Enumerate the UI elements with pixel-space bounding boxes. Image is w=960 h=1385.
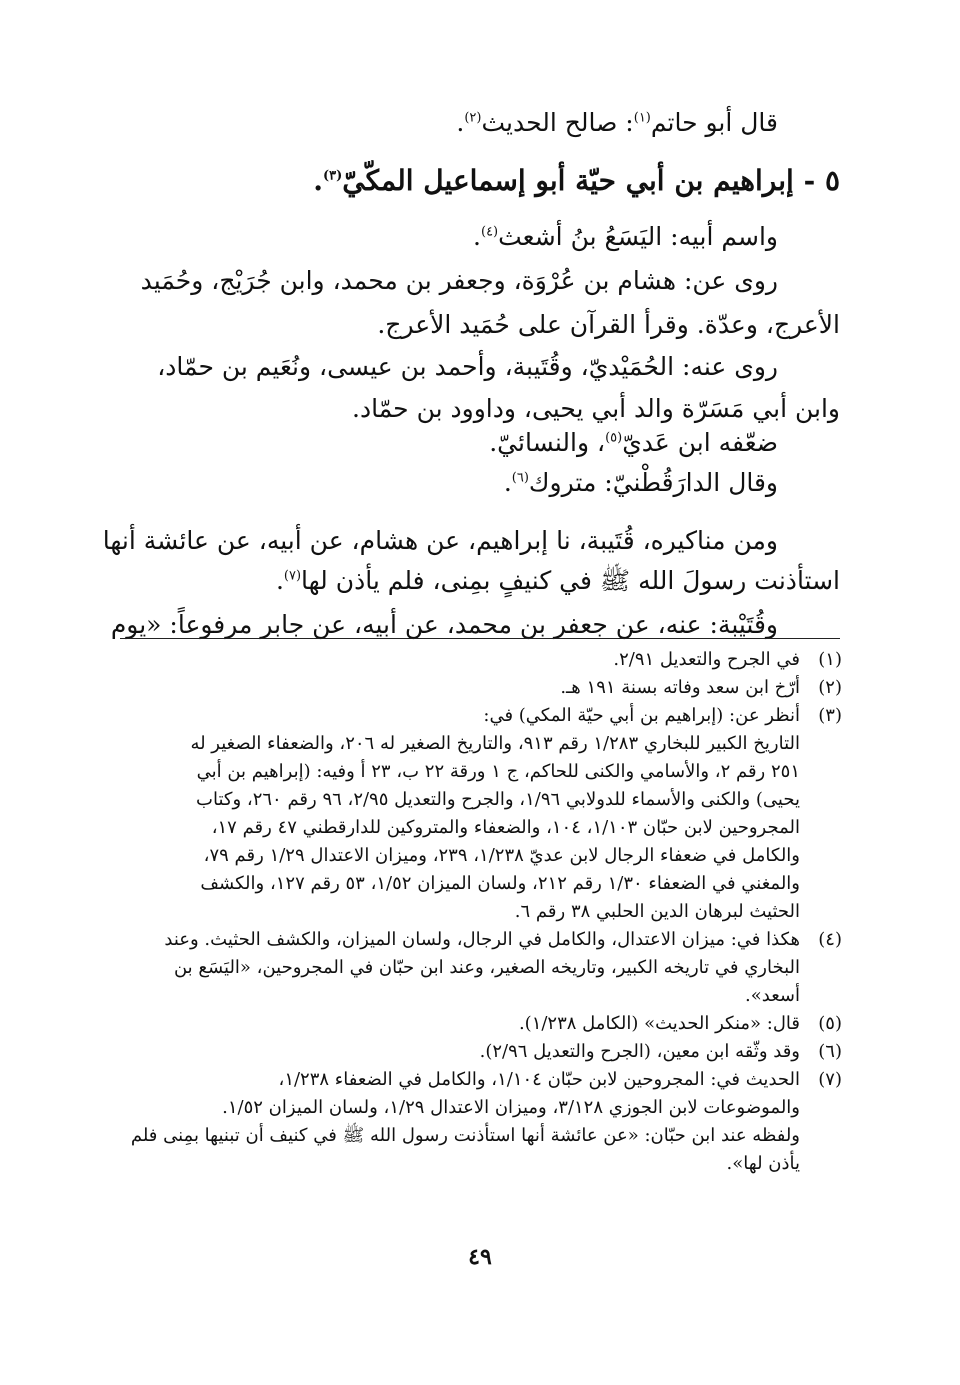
footnote-line: الحديث في: المجروحين لابن حبّان ١/١٠٤، والكامل في الضعفاء ١/٢٣٨، [278,1069,800,1090]
footnote-number: (٦) [818,1041,842,1062]
footnote-line: المجروحين لابن حبّان ١/١٠٣، ١٠٤، والضعفاء والمتروكين للدارقطني ٤٧ رقم ١٧، [211,817,800,838]
footnote-line: الحثيث لبرهان الدين الحلبي ٣٨ رقم ٦. [514,901,800,922]
footnote [122,702,842,926]
footnote-number: (٥) [818,1013,842,1034]
footnote-ref[interactable]: (٤) [480,224,499,240]
footnote-number: (١) [818,649,842,670]
footnote-line: والموضوعات لابن الجوزي ٣/١٢٨، وميزان الاعتدال ١/٢٩، ولسان الميزان ١/٥٢. [222,1097,800,1118]
footnote-ref[interactable]: (٦) [511,470,529,486]
footnote [122,1010,842,1038]
text-line: ضعّفه ابن عَديّ$^{(٥)}$، والنسائيّ. [489,428,778,457]
footnote-line: ٢٥١ رقم ٢، والأسامي والكنى للحاكم، ج ١ ورقة ٢٢ ب، ٢٣ أ وفيه: (إبراهيم بن أبي [196,761,800,782]
footnote [122,646,842,674]
text-line: قال أبو حاتم$^{(١)}$: صالح الحديث$^{(٢)}$. [456,108,778,137]
footnote-line: وقد وثّقه ابن معين، (الجرح والتعديل ٢/٩٦). [479,1041,800,1062]
footnote-ref[interactable]: (٥) [605,430,623,446]
footnote-line: البخاري في تاريخه الكبير، وتاريخه الصغير، وعند ابن حبّان في المجروحين، «اليَسَع بن [173,957,800,978]
entry-heading: ٥ - إبراهيم بن أبي حيّة أبو إسماعيل المكّيّ$^{(٣)}$. [313,164,840,197]
text-line: واسم أبيه: اليَسَعُ بنُ أشعث$^{(٤)}$. [473,222,778,251]
footnote-line: أنظر عن: (إبراهيم بن أبي حيّة المكي) في: [483,705,800,726]
footnote-line: ولفظه عند ابن حبّان: «عن عائشة أنها استأذنت رسول الله ﷺ في كنيف أن تبنيها بمِنى فلم [130,1125,800,1146]
footnote-line: في الجرح والتعديل ٢/٩١. [613,649,800,670]
footnote-ref[interactable]: (٢) [464,110,482,126]
footnote [122,1066,842,1178]
footnote-ref[interactable]: (٧) [283,568,302,584]
footnote-line: والمغني في الضعفاء ١/٣٠ رقم ٢١٢، ولسان الميزان ١/٥٢، ٥٣ رقم ١٢٧، والكشف [200,873,800,894]
text-line: وقُتَيْبة: عنه، عن جعفر بن محمد، عن أبيه، عن جابر مرفوعاً: «يوم [110,610,778,639]
footnote-line: أسعد». [745,985,800,1006]
text-line: الأعرج، وعدّة. وقرأ القرآن على حُمَيد الأعرج. [377,310,840,339]
text-line: وابن أبي مَسَرّة والد أبي يحيى، وداوود بن حمّاد. [352,394,840,423]
footnote-line: التاريخ الكبير للبخاري ١/٢٨٣ رقم ٩١٣، والتاريخ الصغير له ٢٠٦، والضعفاء الصغير له [190,733,800,754]
footnote-divider [120,638,840,639]
footnote-line: أرّخ ابن سعد وفاته بسنة ١٩١ هـ. [560,677,800,698]
footnote-number: (٣) [818,705,842,726]
text-line: روى عن: هشام بن عُرْوَة، وجعفر بن محمد، وابن جُرَيْج، وحُمَيد [140,266,778,295]
footnote-number: (٤) [818,929,842,950]
text-line: ومن مناكيره، قُتَيبة، نا إبراهيم، عن هشام، عن أبيه، عن عائشة أنها [102,526,778,555]
footnote-ref[interactable]: (٣) [322,168,343,184]
text-line: وقال الدارَقُطْنيّ: متروك$^{(٦)}$. [503,468,778,497]
text-line: استأذنت رسولَ الله ﷺ في كنيفٍ بمِنى، فلم يأذن لها$^{(٧)}$. [275,566,840,595]
footnote-ref[interactable]: (١) [633,110,651,126]
footnote-line: قال: «منكر الحديث» (الكامل ١/٢٣٨). [518,1013,800,1034]
footnote-line: هكذا في: ميزان الاعتدال، والكامل في الرجال، ولسان الميزان، والكشف الحثيث. وعند [164,929,800,950]
page-number: ٤٩ [468,1244,492,1270]
footnote-number: (٧) [818,1069,842,1090]
footnote-line: يأذن لها». [726,1153,800,1174]
footnotes [122,646,842,1178]
footnote-line: والكامل في ضعفاء الرجال لابن عديّ ١/٢٣٨، ٢٣٩، وميزان الاعتدال ١/٢٩ رقم ٧٩، [203,845,800,866]
text-line: روى عنه: الحُمَيْديّ، وقُتَيبة، وأحمد بن عيسى، ونُعَيم بن حمّاد، [157,352,778,381]
footnote [122,926,842,1010]
footnote-line: يحيى) والكنى والأسماء للدولابي ١/٩٦، والجرح والتعديل ٢/٩٥، ٩٦ رقم ٢٦٠، وكتاب [196,789,800,810]
footnote-number: (٢) [818,677,842,698]
footnote [122,1038,842,1066]
footnote [122,674,842,702]
